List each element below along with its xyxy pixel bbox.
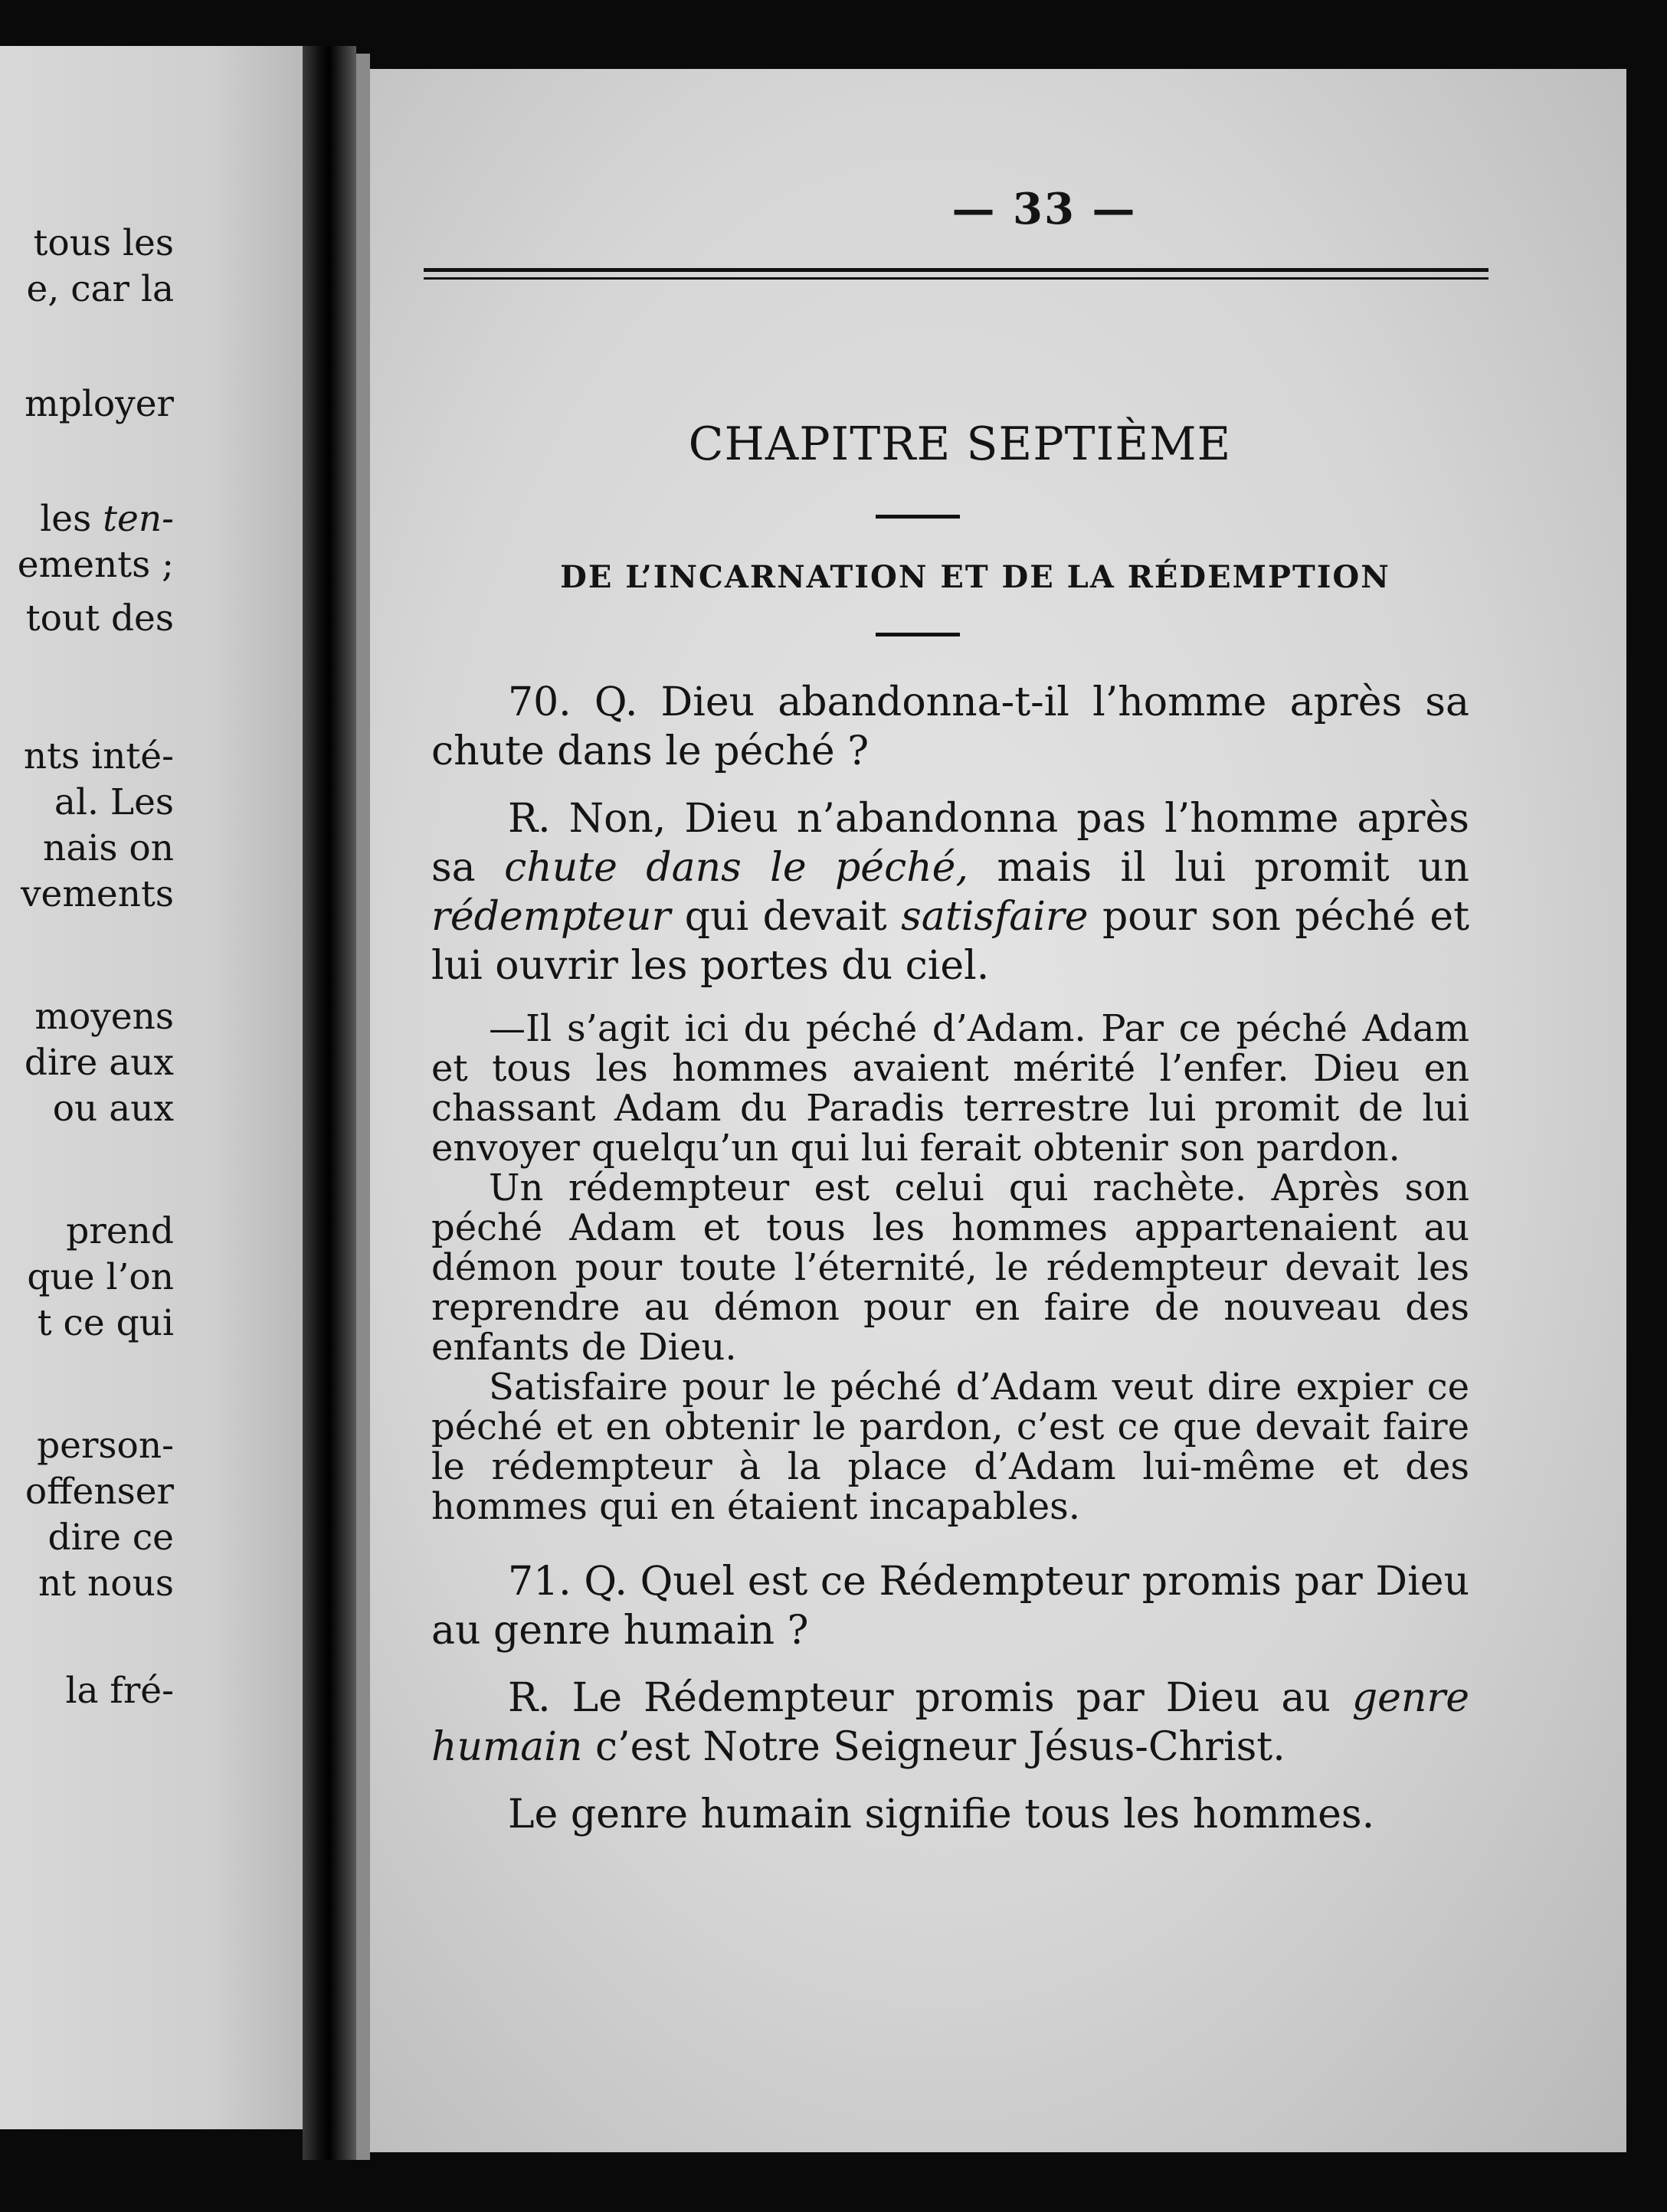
left-page-line: nais on	[43, 827, 174, 869]
left-page-line: dire ce	[47, 1517, 174, 1559]
body-text	[431, 678, 1469, 1839]
left-page-line: ou aux	[52, 1088, 174, 1130]
left-page-line: al. Les	[54, 781, 174, 823]
left-page-line: moyens	[34, 996, 174, 1038]
answer-71: R. Le Rédempteur promis par Dieu au genre humain c’est Notre Seigneur Jésus-Christ.	[431, 1675, 1469, 1770]
left-page-line: e, car la	[26, 268, 174, 310]
note-71: Le genre humain signifie tous les hommes.	[508, 1792, 1375, 1837]
book-gutter	[303, 46, 356, 2160]
title-divider	[876, 515, 960, 519]
left-page-line: mployer	[25, 383, 174, 425]
left-page-line: offenser	[25, 1471, 174, 1513]
chapter-subtitle: DE L’INCARNATION ET DE LA RÉDEMPTION	[560, 559, 1390, 595]
left-page-line: tous les	[33, 222, 174, 264]
note-70-satisfaire: Satisfaire pour le péché d’Adam veut dire expier ce péché et en obtenir le pardon, c’est ce que devait faire le rédempteur à la place d’Adam lui-même et des hommes qui en étaient incapables.	[431, 1366, 1469, 1528]
question-70: 70. Q. Dieu abandonna-t-il l’homme après sa chute dans le péché ?	[431, 679, 1469, 774]
left-page-line: ements ;	[17, 544, 174, 586]
header-rule-top	[424, 268, 1489, 272]
note-70-redempteur: Un rédempteur est celui qui rachète. Après son péché Adam et tous les hommes appartenaient au démon pour toute l’éternité, le rédempteur devait les reprendre au démon pour en faire de nouveau des enfants de Dieu.	[431, 1167, 1469, 1369]
header-rule-bottom	[424, 277, 1489, 280]
left-page-line: tout des	[25, 597, 174, 640]
left-page-line: les ten-	[40, 498, 174, 540]
left-page-line: la fré-	[65, 1670, 174, 1712]
note-70-adam: —Il s’agit ici du péché d’Adam. Par ce péché Adam et tous les hommes avaient mérité l’enfer. Dieu en chassant Adam du Paradis terrestre lui promit de lui envoyer quelqu’un qui lui ferait obtenir son pardon.	[431, 1007, 1469, 1170]
page-number: — 33 —	[951, 184, 1137, 234]
left-page-line: nt nous	[38, 1562, 174, 1605]
left-page-line: dire aux	[24, 1042, 174, 1084]
answer-70: R. Non, Dieu n’abandonna pas l’homme après sa chute dans le péché, mais il lui promit un rédempteur qui devait satisfaire pour son péché et lui ouvrir les portes du ciel.	[431, 796, 1469, 989]
question-71: 71. Q. Quel est ce Rédempteur promis par Dieu au genre humain ?	[431, 1559, 1469, 1654]
left-facing-page	[0, 46, 303, 2129]
left-page-line: t ce qui	[37, 1302, 174, 1344]
right-page	[370, 69, 1626, 2152]
left-page-line: nts inté-	[23, 735, 174, 777]
left-page-line: prend	[66, 1210, 174, 1252]
subtitle-divider	[876, 633, 960, 636]
left-page-line: que l’on	[27, 1256, 174, 1298]
left-page-line: person-	[37, 1425, 174, 1467]
chapter-title: CHAPITRE SEPTIÈME	[688, 417, 1232, 471]
page-edge	[356, 54, 370, 2160]
left-page-line: vements	[20, 873, 174, 915]
